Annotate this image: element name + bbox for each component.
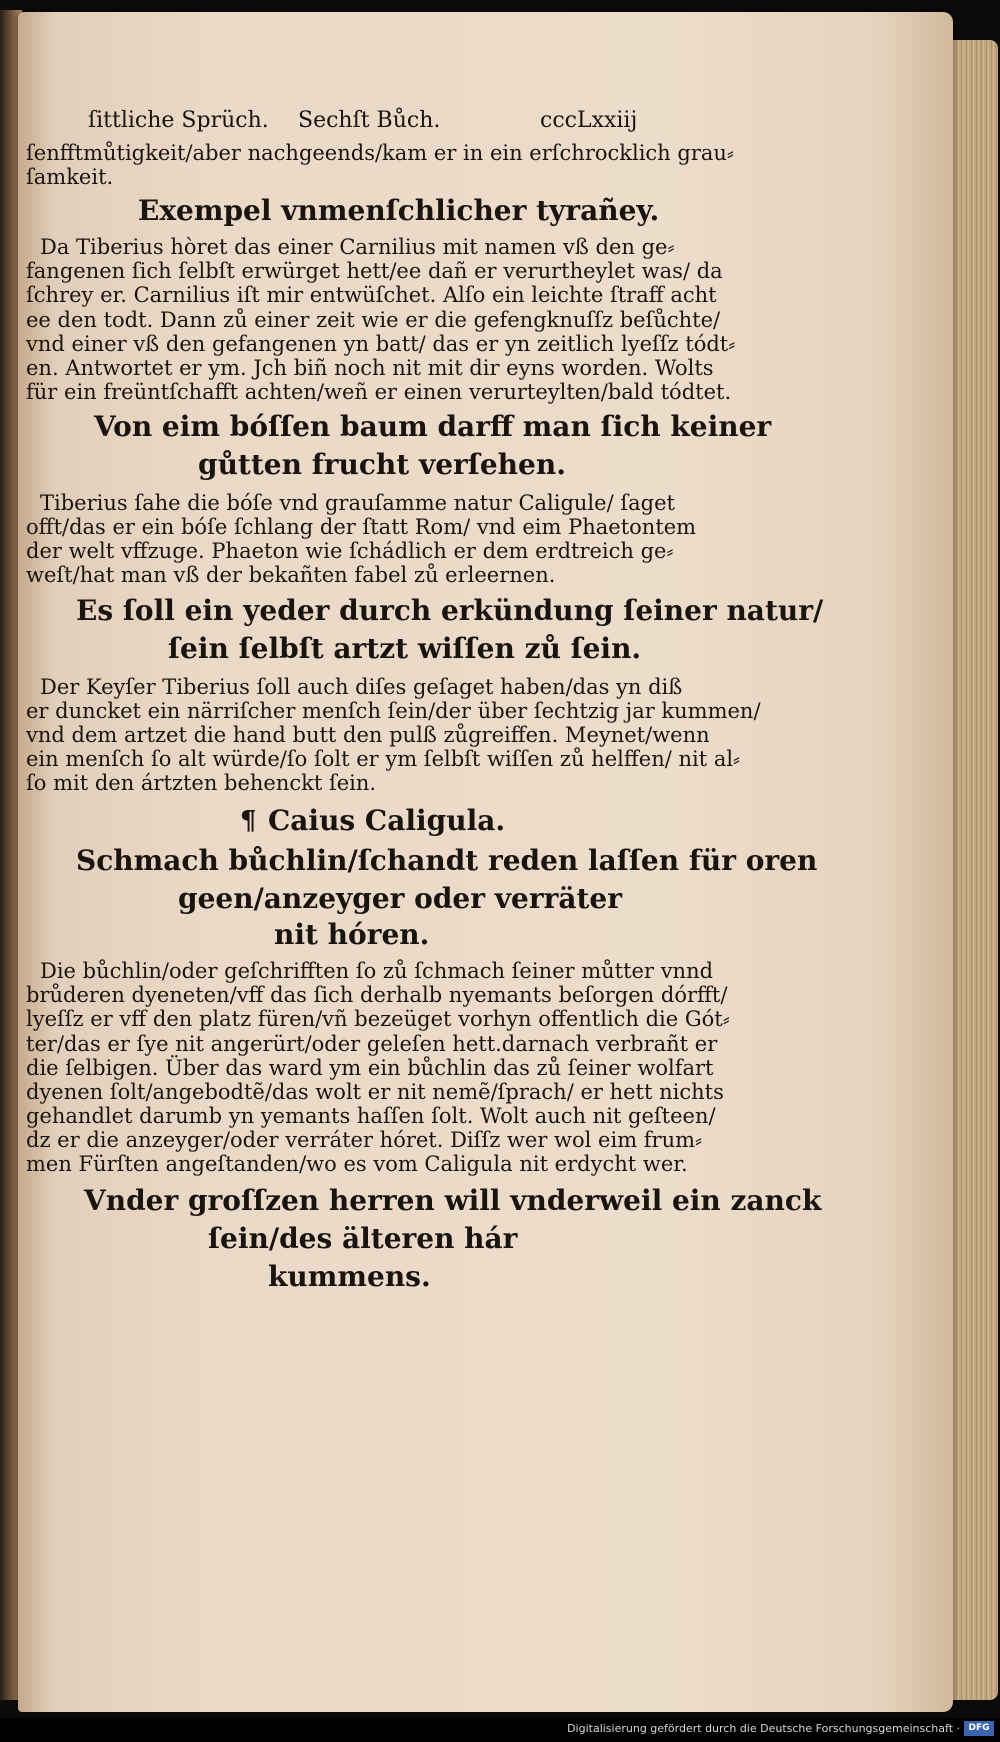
section-heading: Es ſoll ein yeder durch erkündung ſeiner natur/ (76, 594, 824, 627)
text-line: dz er die anzeyger/oder verráter hóret. Diſſz wer wol eim frum⸗ (26, 1128, 703, 1152)
text-line: ee den todt. Dann zů einer zeit wie er die gefengknuſſz beſůchte/ (26, 308, 721, 332)
section-heading: ſein/des älteren hár (208, 1222, 518, 1255)
text-line: ſo mit den ártzten behenckt ſein. (26, 771, 377, 795)
section-heading: ſein ſelbſt artzt wiſſen zů ſein. (168, 632, 642, 665)
text-line: die ſelbigen. Über das ward ym ein bůchlin das zů ſeiner wolfart (26, 1056, 714, 1080)
text-line: offt/das er ein bóſe ſchlang der ſtatt Rom/ vnd eim Phaetontem (26, 515, 697, 539)
text-line: weſt/hat man vß der bekañten fabel zů erleernen. (26, 563, 556, 587)
section-subheading: Schmach bůchlin/ſchandt reden laſſen für oren (76, 844, 818, 877)
text-line: ſamkeit. (26, 165, 114, 189)
running-head-center: Sechſt Bůch. (298, 108, 441, 133)
section-subheading: nit hóren. (274, 918, 430, 951)
section-heading: Exempel vnmenſchlicher tyrañey. (138, 194, 660, 227)
text-line: vnd einer vß den gefangenen yn batt/ das er yn zeitlich lyeſſz tódt⸗ (26, 332, 736, 356)
text-line: men Fürſten angeſtanden/wo es vom Caligula nit erdycht wer. (26, 1152, 688, 1176)
text-line: Tiberius ſahe die bóſe vnd grauſamme natur Caligule/ ſaget (40, 491, 675, 515)
text-line: lyeſſz er vff den platz füren/vñ bezeüget vorhyn offentlich die Gót⸗ (26, 1007, 730, 1031)
section-heading: gůtten frucht verſehen. (198, 448, 566, 481)
text-line: en. Antwortet er ym. Jch biñ noch nit mit dir eyns worden. Wolts (26, 356, 714, 380)
text-line: für ein freüntſchafft achten/weñ er einen verurteylten/bald tódtet. (26, 380, 732, 404)
text-line: ſenfftmůtigkeit/aber nachgeends/kam er in ein erſchrocklich grau⸗ (26, 141, 734, 165)
section-heading: Von eim bóſſen baum darff man ſich keiner (94, 410, 772, 443)
text-line: ter/das er ſye nit angerürt/oder geleſen hett.darnach verbrañt er (26, 1032, 718, 1056)
text-line: dyenen ſolt/angebodtẽ/das wolt er nit nemẽ/ſprach/ er hett nichts (26, 1080, 724, 1104)
text-line: ein menſch ſo alt würde/ſo ſolt er ym ſelbſt wiſſen zů helffen/ nit al⸗ (26, 747, 741, 771)
text-line: brůderen dyeneten/vff das ſich derhalb nyemants beſorgen dórfft/ (26, 983, 728, 1007)
text-line: Da Tiberius hòret das einer Carnilius mit namen vß den ge⸗ (40, 235, 675, 259)
text-line: Die bůchlin/oder geſchrifften ſo zů ſchmach ſeiner můtter vnnd (40, 959, 714, 983)
running-head-folio: cccLxxiij (540, 108, 638, 133)
digitization-credit: Digitalisierung gefördert durch die Deutsche Forschungsgemeinschaft · (567, 1722, 960, 1735)
section-subheading: geen/anzeyger oder verräter (178, 882, 622, 915)
section-heading: Vnder groſſzen herren will vnderweil ein zanck (84, 1184, 822, 1217)
text-line: er duncket ein närriſcher menſch ſein/der über ſechtzig jar kummen/ (26, 699, 761, 723)
right-page-block-edges (950, 40, 998, 1700)
text-line: gehandlet darumb yn yemants haſſen ſolt. Wolt auch nit geſteen/ (26, 1104, 716, 1128)
text-line: Der Keyſer Tiberius ſoll auch diſes geſaget haben/das yn diß (40, 675, 683, 699)
text-line: ſchrey er. Carnilius iſt mir entwüſchet. Alſo ein leichte ſtraff acht (26, 283, 717, 307)
text-line: vnd dem artzet die hand butt den pulß zůgreiffen. Meynet/wenn (26, 723, 710, 747)
book-page (18, 12, 953, 1712)
text-line: fangenen ſich ſelbſt erwürget hett/ee dañ er verurtheylet was/ da (26, 259, 723, 283)
text-line: der welt vffzuge. Phaeton wie ſchádlich er dem erdtreich ge⸗ (26, 539, 674, 563)
section-heading: kummens. (268, 1260, 431, 1293)
pilcrow-mark: ¶ (240, 806, 257, 836)
running-head-left: ſittliche Sprüch. (88, 108, 269, 133)
section-heading: Caius Caligula. (268, 804, 506, 837)
dfg-logo: DFG (964, 1721, 994, 1736)
